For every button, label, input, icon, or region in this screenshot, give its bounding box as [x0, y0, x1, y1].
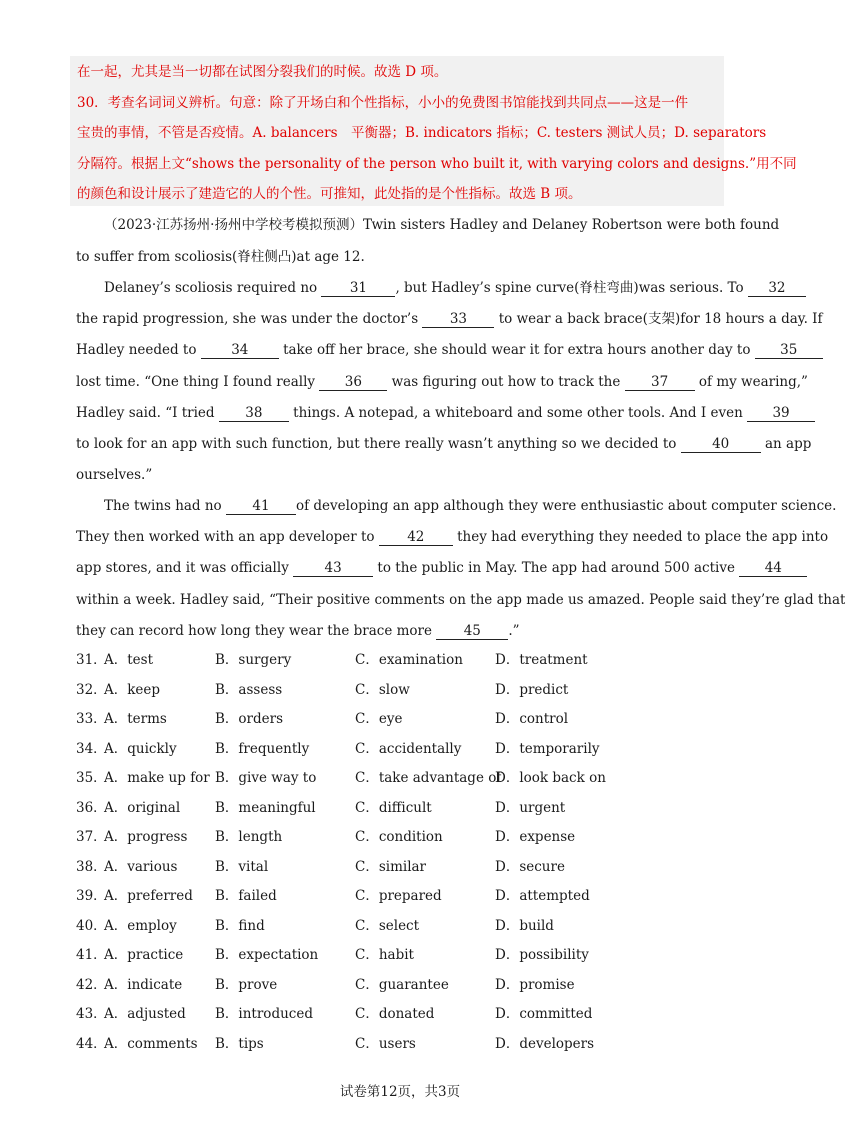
option-d: D．possibility — [495, 947, 589, 963]
answer-explanation-box — [70, 56, 797, 206]
blank-31: 31 — [321, 280, 395, 297]
answer-line: 在一起，尤其是当一切都在试图分裂我们的时候。故选 D 项。 — [77, 64, 448, 80]
blank-45: 45 — [436, 623, 508, 640]
question-item — [76, 945, 726, 965]
question-item — [76, 1004, 726, 1024]
question-item — [76, 650, 726, 670]
blank-40: 40 — [681, 436, 761, 453]
question-number: 38． — [76, 859, 107, 875]
option-a: A．practice — [104, 947, 184, 963]
option-b: B．meaningful — [215, 800, 316, 816]
question-number: 44． — [76, 1036, 107, 1052]
option-b: B．length — [215, 829, 283, 845]
option-d: D．secure — [495, 859, 565, 875]
option-b: B．prove — [215, 977, 278, 993]
option-c: C．examination — [355, 652, 463, 668]
question-item — [76, 739, 726, 759]
passage-line: Hadley said. “I tried 38 things. A notepad, a whiteboard and some other tools. And I even 39 — [76, 403, 815, 423]
passage-line: within a week. Hadley said, “Their positive comments on the app made us amazed. People said they’re glad that — [76, 592, 845, 608]
option-c: C．take advantage of — [355, 770, 502, 786]
option-a: A．progress — [104, 829, 188, 845]
question-number: 37． — [76, 829, 107, 845]
option-d: D．promise — [495, 977, 575, 993]
option-d: D．temporarily — [495, 741, 600, 757]
option-d: D．expense — [495, 829, 576, 845]
question-item — [76, 827, 726, 847]
option-a: A．keep — [104, 682, 161, 698]
question-number: 31． — [76, 652, 107, 668]
question-item — [76, 1034, 726, 1054]
option-d: D．build — [495, 918, 554, 934]
passage-line: lost time. “One thing I found really 36 was figuring out how to track the 37 of my wearing,” — [76, 374, 808, 390]
option-a: A．preferred — [104, 888, 193, 904]
blank-37: 37 — [625, 374, 695, 391]
option-b: B．give way to — [215, 770, 317, 786]
passage-line: ourselves.” — [76, 467, 153, 483]
option-c: C．accidentally — [355, 741, 462, 757]
option-a: A．quickly — [104, 741, 177, 757]
option-d: D．predict — [495, 682, 569, 698]
question-number: 41． — [76, 947, 107, 963]
option-c: C．difficult — [355, 800, 432, 816]
option-a: A．adjusted — [104, 1006, 186, 1022]
passage-line: app stores, and it was officially 43 to the public in May. The app had around 500 active 44 — [76, 558, 807, 578]
question-number: 35． — [76, 770, 107, 786]
question-item — [76, 857, 726, 877]
option-c: C．condition — [355, 829, 443, 845]
option-d: D．look back on — [495, 770, 606, 786]
question-number: 34． — [76, 741, 107, 757]
option-b: B．failed — [215, 888, 277, 904]
blank-44: 44 — [739, 560, 807, 577]
passage-intro-line: to suffer from scoliosis(脊柱侧凸)at age 12. — [76, 249, 365, 265]
question-item — [76, 768, 726, 788]
option-d: D．attempted — [495, 888, 590, 904]
blank-33: 33 — [422, 311, 494, 328]
option-c: C．donated — [355, 1006, 435, 1022]
option-c: C．select — [355, 918, 420, 934]
option-c: C．users — [355, 1036, 416, 1052]
option-a: A．comments — [104, 1036, 198, 1052]
option-a: A．test — [104, 652, 154, 668]
passage-line: Delaney’s scoliosis required no 31 , but Hadley’s spine curve(脊柱弯曲)was serious. To 32 — [104, 278, 806, 298]
question-number: 43． — [76, 1006, 107, 1022]
question-item — [76, 680, 726, 700]
option-c: C．eye — [355, 711, 403, 727]
passage-line: to look for an app with such function, but there really wasn’t anything so we decided to 40 an app — [76, 436, 812, 452]
option-c: C．guarantee — [355, 977, 449, 993]
question-item — [76, 709, 726, 729]
option-b: B．tips — [215, 1036, 264, 1052]
option-d: D．urgent — [495, 800, 566, 816]
option-c: C．prepared — [355, 888, 442, 904]
option-a: A．employ — [104, 918, 177, 934]
option-b: B．surgery — [215, 652, 292, 668]
question-item — [76, 916, 726, 936]
blank-32: 32 — [748, 280, 806, 297]
question-item — [76, 975, 726, 995]
option-c: C．habit — [355, 947, 414, 963]
blank-34: 34 — [201, 342, 279, 359]
blank-41: 41 — [226, 498, 296, 515]
blank-39: 39 — [747, 405, 815, 422]
passage-intro-line: （2023·江苏扬州·扬州中学校考模拟预测）Twin sisters Hadley and Delaney Robertson were both found — [104, 217, 780, 233]
answer-line: 30．考查名词词义辨析。句意：除了开场白和个性指标，小小的免费图书馆能找到共同点——这是一件 — [77, 95, 689, 111]
option-c: C．similar — [355, 859, 427, 875]
passage-line: The twins had no 41 of developing an app although they were enthusiastic about computer science. — [104, 498, 837, 514]
question-number: 32． — [76, 682, 107, 698]
passage-line: Hadley needed to 34 take off her brace, she should wear it for extra hours another day to 35 — [76, 340, 823, 360]
blank-36: 36 — [319, 374, 387, 391]
option-d: D．control — [495, 711, 569, 727]
option-b: B．frequently — [215, 741, 310, 757]
option-d: D．developers — [495, 1036, 595, 1052]
answer-line: 宝贵的事情，不管是否疫情。A. balancers 平衡器；B. indicators 指标；C. testers 测试人员；D. separators — [77, 125, 767, 141]
question-item — [76, 886, 726, 906]
question-item — [76, 798, 726, 818]
blank-35: 35 — [755, 342, 823, 359]
passage-line: They then worked with an app developer to 42 they had everything they needed to place the app into — [76, 529, 829, 545]
option-a: A．terms — [104, 711, 167, 727]
blank-38: 38 — [219, 405, 289, 422]
question-number: 39． — [76, 888, 107, 904]
passage-line: they can record how long they wear the brace more 45 .” — [76, 623, 520, 639]
answer-line: 分隔符。根据上文“shows the personality of the person who built it, with varying colors and designs.”用不同 — [77, 156, 797, 172]
option-a: A．various — [104, 859, 178, 875]
passage-line: the rapid progression, she was under the doctor’s 33 to wear a back brace(支架)for 18 hours a day. If — [76, 311, 823, 327]
question-number: 36． — [76, 800, 107, 816]
option-b: B．introduced — [215, 1006, 313, 1022]
answer-line: 的颜色和设计展示了建造它的人的个性。可推知，此处指的是个性指标。故选 B 项。 — [77, 186, 582, 202]
option-a: A．indicate — [104, 977, 183, 993]
option-b: B．expectation — [215, 947, 319, 963]
option-b: B．find — [215, 918, 265, 934]
option-d: D．committed — [495, 1006, 593, 1022]
question-number: 42． — [76, 977, 107, 993]
option-b: B．assess — [215, 682, 283, 698]
question-number: 40． — [76, 918, 107, 934]
option-d: D．treatment — [495, 652, 588, 668]
page-footer: 试卷第12页，共3页 — [339, 1084, 461, 1100]
option-b: B．vital — [215, 859, 269, 875]
option-a: A．original — [104, 800, 181, 816]
option-a: A．make up for — [104, 770, 210, 786]
option-c: C．slow — [355, 682, 410, 698]
option-b: B．orders — [215, 711, 284, 727]
blank-42: 42 — [379, 529, 453, 546]
blank-43: 43 — [293, 560, 373, 577]
question-number: 33． — [76, 711, 107, 727]
